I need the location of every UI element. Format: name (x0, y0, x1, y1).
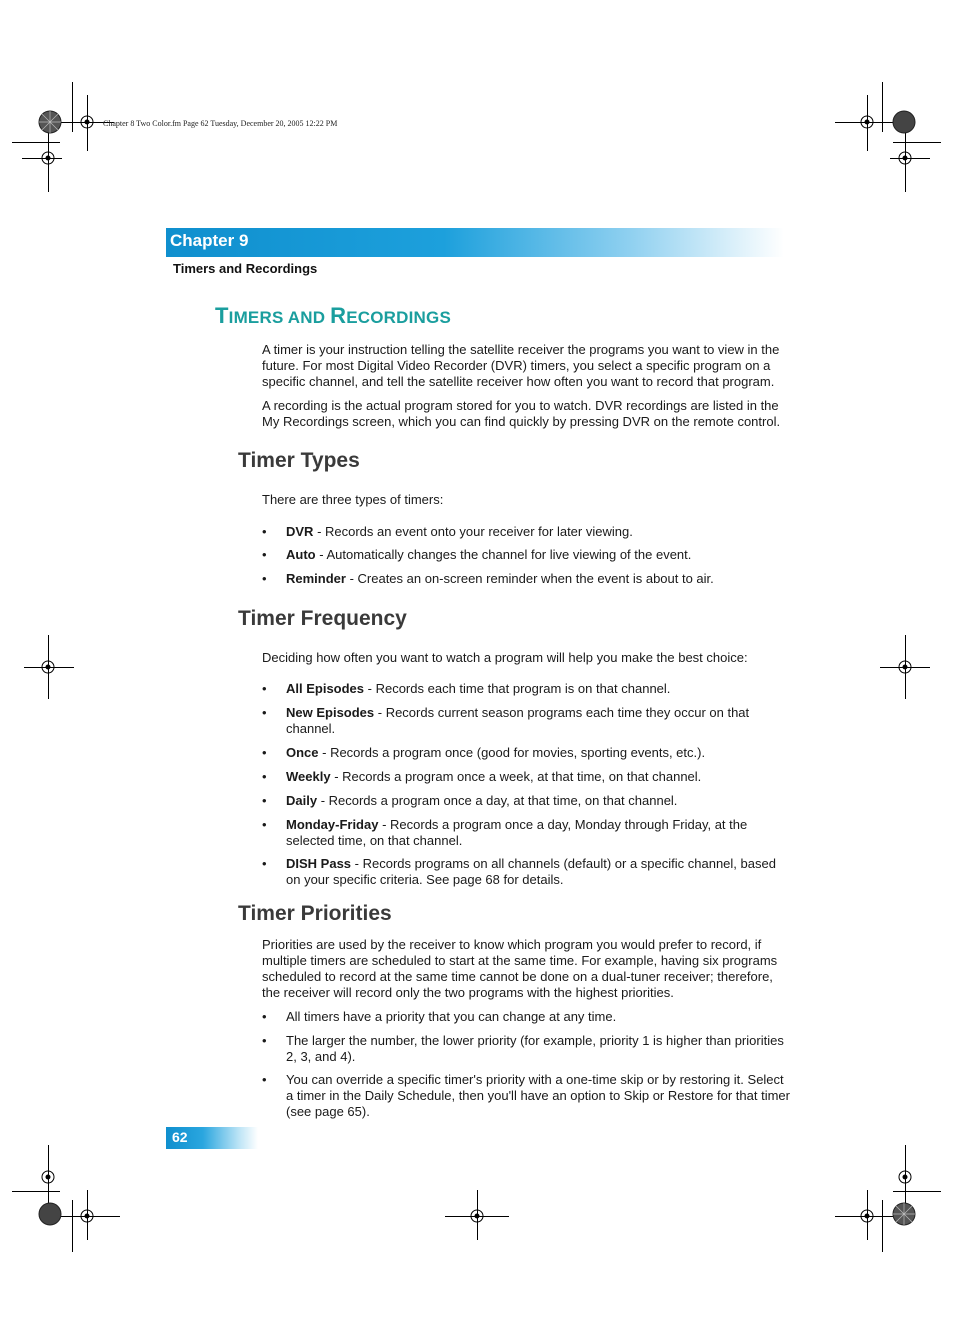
page-number: 62 (172, 1129, 188, 1145)
crosshair-icon (39, 1168, 57, 1186)
list-item: DVR - Records an event onto your receiver for later viewing. (286, 524, 633, 539)
list-item: Once - Records a program once (good for movies, sporting events, etc.). (286, 745, 706, 760)
bullet-icon: • (262, 1009, 267, 1024)
page-title: TIMERS AND RECORDINGS (215, 303, 451, 328)
bullet-icon: • (262, 817, 267, 832)
print-header: Chapter 8 Two Color.fm Page 62 Tuesday, December 20, 2005 12:22 PM (103, 119, 338, 128)
crosshair-icon (78, 1207, 96, 1225)
bullet-icon: • (262, 705, 267, 720)
registration-rosette-icon (38, 110, 62, 134)
bullet-icon: • (262, 1072, 267, 1087)
list-item: Monday-Friday - Records a program once a day, Monday through Friday, at the selected time, on that channel. (286, 817, 748, 848)
list-item: All Episodes - Records each time that program is on that channel. (286, 681, 671, 696)
list-item: The larger the number, the lower priority (for example, priority 1 is higher than priorities 2, 3, and 4). (286, 1033, 784, 1064)
bullet-icon: • (262, 524, 267, 539)
crosshair-icon (468, 1207, 486, 1225)
crosshair-icon (858, 113, 876, 131)
bullet-icon: • (262, 547, 267, 562)
list-item: Auto - Automatically changes the channel for live viewing of the event. (286, 547, 692, 562)
crosshair-icon (896, 149, 914, 167)
crosshair-icon (896, 1168, 914, 1186)
running-head: Timers and Recordings (173, 261, 318, 276)
list-item: Reminder - Creates an on-screen reminder when the event is about to air. (286, 571, 714, 586)
section-intro: Priorities are used by the receiver to know which program you would prefer to record, if multiple timers are scheduled to start at the same time. For example, having six programs scheduled to record at the same time cannot be done on a dual-tuner receiver; therefore, the receiver will record only the two programs with the highest priorities. (262, 937, 778, 1000)
section-heading: Timer Types (238, 449, 360, 472)
list-item: Weekly - Records a program once a week, at that time, on that channel. (286, 769, 702, 784)
crosshair-icon (896, 658, 914, 676)
registration-rosette-icon (38, 1202, 62, 1226)
chapter-banner (166, 228, 784, 257)
bullet-icon: • (262, 769, 267, 784)
bullet-icon: • (262, 681, 267, 696)
list-item: All timers have a priority that you can change at any time. (286, 1009, 617, 1024)
intro-paragraph: A recording is the actual program stored for you to watch. DVR recordings are listed in the My Recordings screen, which you can find quickly by pressing DVR on the remote control. (262, 398, 781, 429)
section-intro: Deciding how often you want to watch a program will help you make the best choice: (262, 650, 748, 665)
bullet-icon: • (262, 856, 267, 871)
list-item: You can override a specific timer's priority with a one-time skip or by restoring it. Select a timer in the Daily Schedule, then you'll have an option to Skip or Restore for that timer (see page 65). (286, 1072, 790, 1119)
list-item: New Episodes - Records current season programs each time they occur on that channel. (286, 705, 750, 736)
chapter-label: Chapter 9 (170, 231, 249, 250)
crosshair-icon (858, 1207, 876, 1225)
intro-paragraph: A timer is your instruction telling the satellite receiver the programs you want to view in the future. For most Digital Video Recorder (DVR) timers, you select a specific program on a specific channel, and tell the satellite receiver how often you want to record that program. (262, 342, 780, 389)
bullet-icon: • (262, 571, 267, 586)
crosshair-icon (39, 658, 57, 676)
section-heading: Timer Frequency (238, 607, 407, 630)
crosshair-icon (78, 113, 96, 131)
registration-rosette-icon (892, 110, 916, 134)
bullet-icon: • (262, 793, 267, 808)
crosshair-icon (39, 149, 57, 167)
list-item: DISH Pass - Records programs on all channels (default) or a specific channel, based on your specific criteria. See page 68 for details. (286, 856, 776, 887)
bullet-icon: • (262, 1033, 267, 1048)
section-heading: Timer Priorities (238, 902, 392, 925)
bullet-icon: • (262, 745, 267, 760)
registration-rosette-icon (892, 1202, 916, 1226)
list-item: Daily - Records a program once a day, at that time, on that channel. (286, 793, 678, 808)
section-intro: There are three types of timers: (262, 492, 444, 507)
